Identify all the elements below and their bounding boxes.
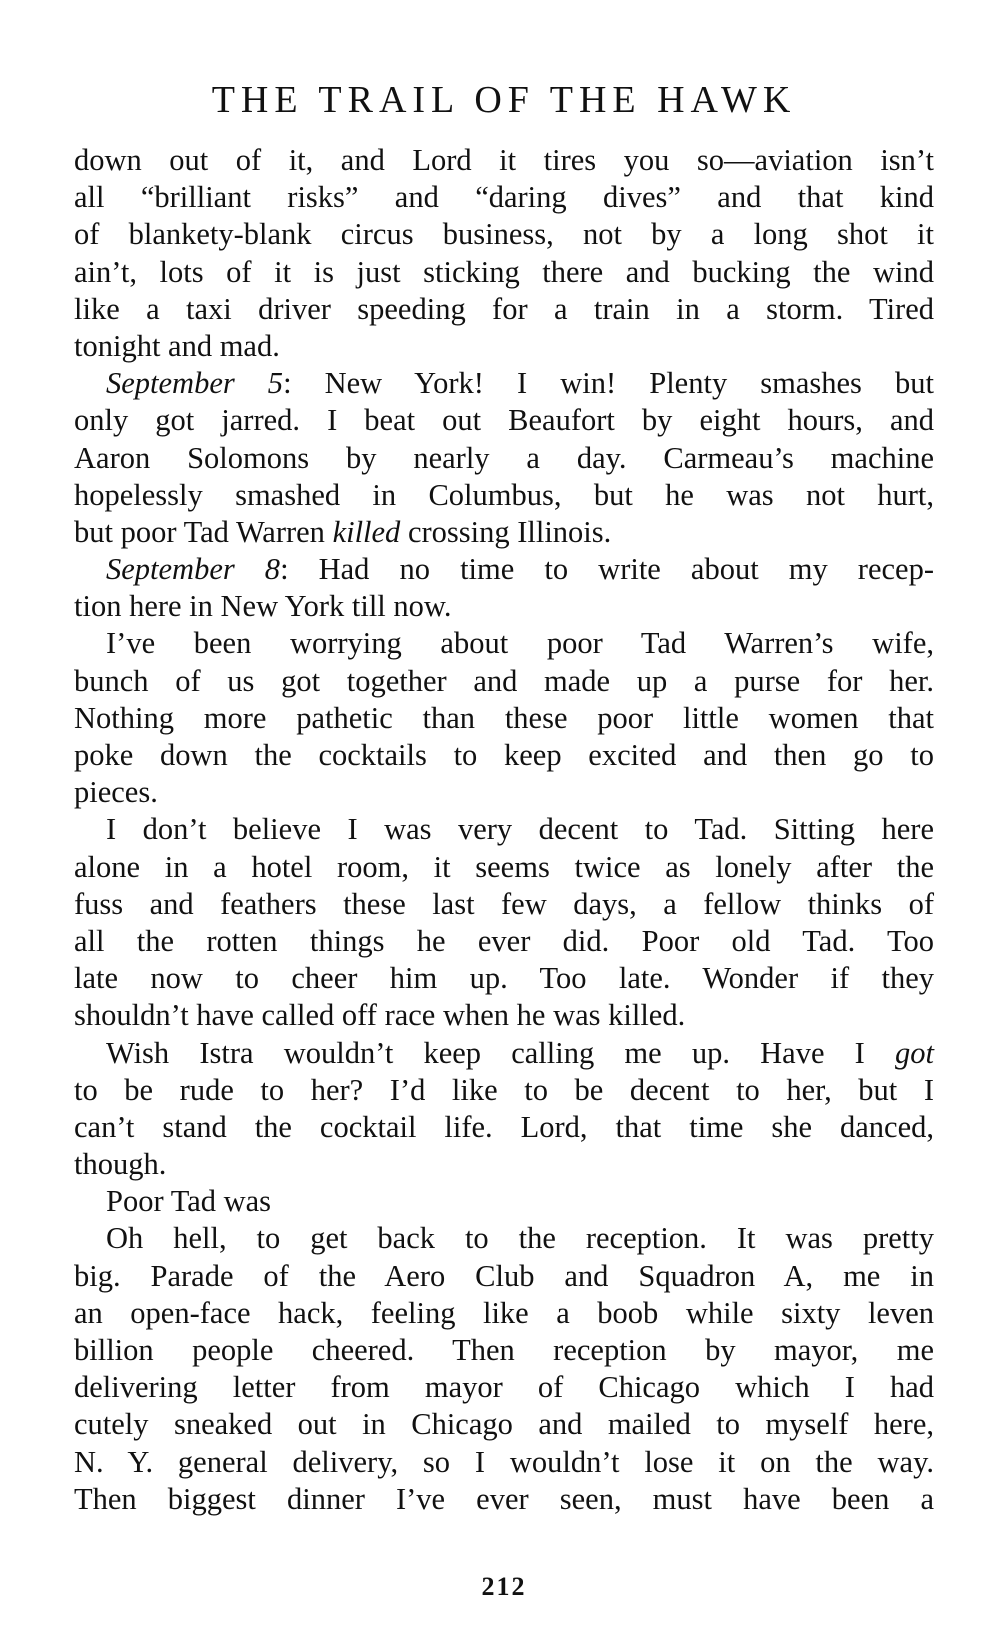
paragraph (74, 551, 934, 625)
text-line (74, 1332, 934, 1369)
text-run: all “brilliant risks” and “daring dives” and that kind (74, 180, 934, 215)
text-run: : New York! I win! Plenty smashes but (283, 366, 934, 401)
paragraph (74, 625, 934, 811)
text-run: Nothing more pathetic than these poor little women that (74, 700, 934, 735)
text-run: Poor Tad was (106, 1184, 272, 1219)
text-line (74, 142, 934, 179)
italic-text: September 8 (106, 552, 281, 587)
text-run: shouldn’t have called off race when he was killed. (74, 998, 686, 1033)
text-run: late now to cheer him up. Too late. Wonder if they (74, 961, 934, 996)
text-line (74, 179, 934, 216)
text-line (74, 663, 934, 700)
text-run: can’t stand the cocktail life. Lord, that time she danced, (74, 1109, 934, 1144)
text-line (74, 811, 934, 848)
paragraph (74, 811, 934, 1034)
text-line (74, 1072, 934, 1109)
text-run: pieces. (74, 775, 158, 810)
paragraph (74, 1220, 934, 1518)
text-run: an open-face hack, feeling like a boob while sixty leven (74, 1295, 934, 1330)
text-line (74, 514, 934, 551)
paragraph (74, 1035, 934, 1184)
text-run: big. Parade of the Aero Club and Squadron A, me in (74, 1258, 934, 1293)
paragraph (74, 365, 934, 551)
text-run: crossing Illinois. (400, 514, 612, 549)
text-line (74, 1035, 934, 1072)
text-run: to be rude to her? I’d like to be decent to her, but I (74, 1072, 934, 1107)
text-run: delivering letter from mayor of Chicago which I had (74, 1370, 934, 1405)
running-head: THE TRAIL OF THE HAWK (211, 79, 797, 121)
text-run: all the rotten things he ever did. Poor old Tad. Too (74, 923, 934, 958)
text-line (74, 625, 934, 662)
paragraph (74, 1183, 934, 1220)
text-run: though. (74, 1147, 167, 1182)
text-run: billion people cheered. Then reception by mayor, me (74, 1333, 934, 1367)
text-line (74, 1183, 934, 1220)
paragraph (74, 142, 934, 365)
text-line (74, 216, 934, 253)
text-run: Aaron Solomons by nearly a day. Carmeau’s machine (74, 440, 934, 475)
text-line (74, 886, 934, 923)
text-line (74, 402, 934, 439)
text-line (74, 1444, 934, 1481)
text-run: fuss and feathers these last few days, a fellow thinks of (74, 886, 934, 921)
text-line (74, 1146, 934, 1183)
text-run: bunch of us got together and made up a purse for her. (74, 663, 934, 698)
text-run: N. Y. general delivery, so I wouldn’t lose it on the way. (74, 1444, 934, 1479)
text-line (74, 1109, 934, 1146)
text-run: cutely sneaked out in Chicago and mailed to myself here, (74, 1407, 934, 1442)
text-line (74, 960, 934, 997)
text-line (74, 1220, 934, 1257)
text-run: alone in a hotel room, it seems twice as lonely after the (74, 849, 934, 884)
text-run: hopelessly smashed in Columbus, but he was not hurt, (74, 477, 934, 512)
text-line (74, 328, 934, 365)
text-line (74, 1295, 934, 1332)
text-run: I don’t believe I was very decent to Tad. Sitting here (106, 812, 934, 847)
text-run: down out of it, and Lord it tires you so—aviation isn’t (74, 143, 934, 177)
text-run: tonight and mad. (74, 328, 280, 363)
text-run: of blankety-blank circus business, not by a long shot it (74, 217, 934, 252)
italic-text: got (895, 1035, 934, 1070)
text-run: ain’t, lots of it is just sticking there and bucking the wind (74, 254, 934, 289)
text-line (74, 1258, 934, 1295)
text-line (74, 291, 934, 328)
text-line (74, 849, 934, 886)
italic-text: killed (332, 514, 401, 549)
text-run: Then biggest dinner I’ve ever seen, must have been a (74, 1481, 934, 1516)
text-line (74, 1369, 934, 1406)
text-line (74, 588, 934, 625)
text-run: tion here in New York till now. (74, 589, 452, 624)
text-run: only got jarred. I beat out Beaufort by eight hours, and (74, 403, 934, 438)
text-run: but poor Tad Warren (74, 514, 333, 549)
text-line (74, 1406, 934, 1443)
text-line (74, 700, 934, 737)
text-line (74, 737, 934, 774)
text-line (74, 774, 934, 811)
page-number: 212 (481, 1572, 527, 1601)
italic-text: September 5 (106, 366, 284, 401)
text-line (74, 365, 934, 402)
text-run: like a taxi driver speeding for a train in a storm. Tired (74, 291, 934, 326)
text-line (74, 551, 934, 588)
text-line (74, 923, 934, 960)
body-text (74, 142, 934, 1518)
text-line (74, 254, 934, 291)
text-run: poke down the cocktails to keep excited and then go to (74, 738, 934, 772)
text-run: Wish Istra wouldn’t keep calling me up. Have I (106, 1035, 896, 1070)
text-line (74, 477, 934, 514)
text-run: Oh hell, to get back to the reception. It was pretty (106, 1221, 934, 1256)
text-line (74, 440, 934, 477)
text-line (74, 1481, 934, 1518)
text-run: I’ve been worrying about poor Tad Warren’s wife, (106, 626, 934, 661)
text-line (74, 997, 934, 1034)
text-run: : Had no time to write about my recep- (280, 552, 934, 587)
